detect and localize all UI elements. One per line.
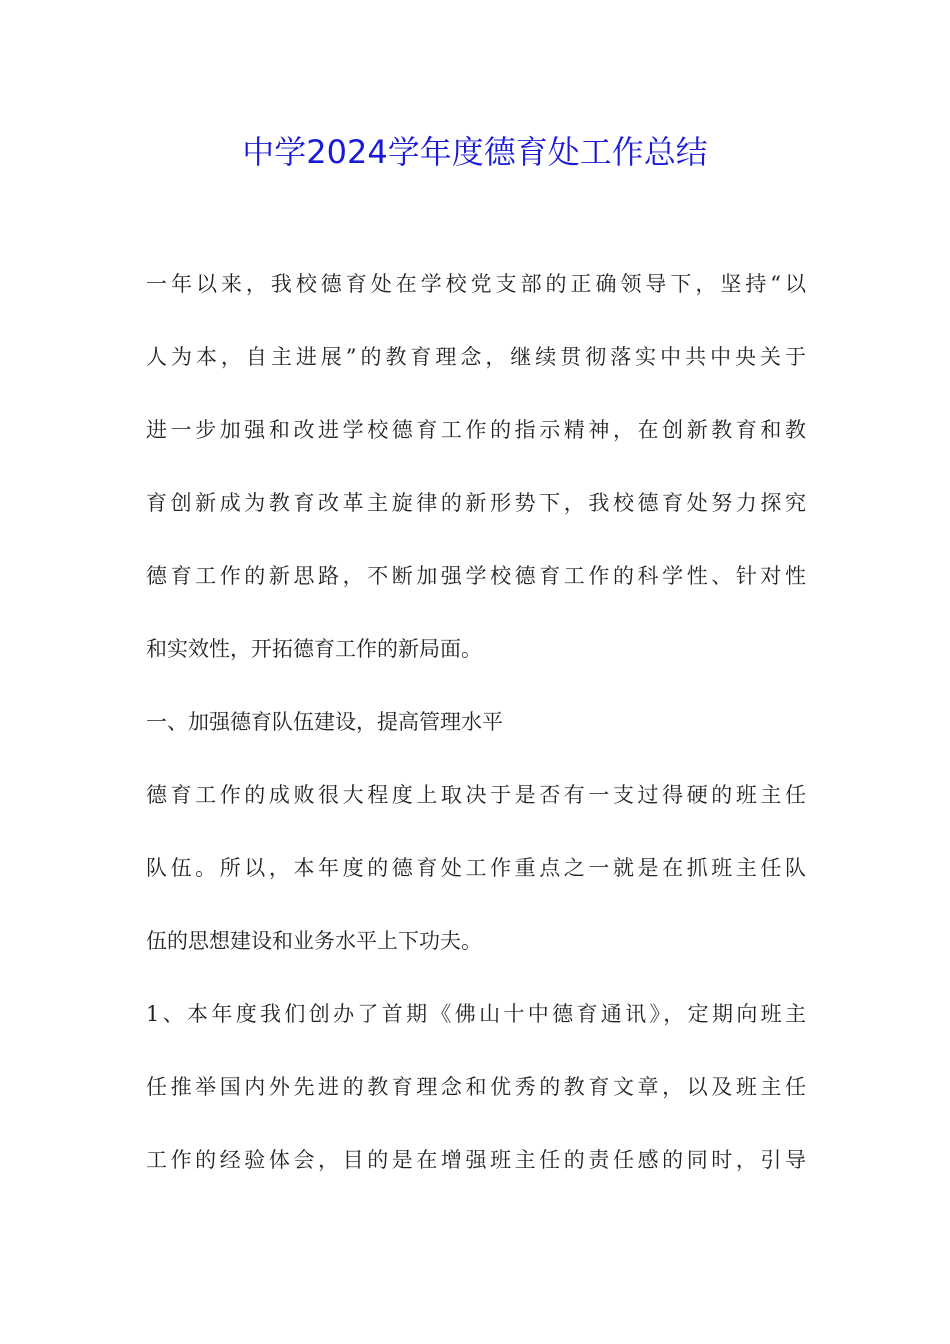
paragraph-line: 一年以来，我校德育处在学校党支部的正确领导下，坚持“以 — [146, 272, 806, 296]
document-body — [146, 264, 806, 1213]
paragraph-line: 德育工作的成败很大程度上取决于是否有一支过得硬的班主任 — [146, 783, 806, 807]
paragraph-line: 进一步加强和改进学校德育工作的指示精神，在创新教育和教 — [146, 418, 806, 442]
paragraph-line: 人为本，自主进展”的教育理念，继续贯彻落实中共中央关于 — [146, 345, 806, 369]
section-heading: 一、加强德育队伍建设，提高管理水平 — [146, 710, 503, 734]
paragraph-line: 工作的经验体会，目的是在增强班主任的责任感的同时，引导 — [146, 1148, 806, 1172]
paragraph-line: 育创新成为教育改革主旋律的新形势下，我校德育处努力探究 — [146, 491, 806, 515]
paragraph-line: 和实效性，开拓德育工作的新局面。 — [146, 637, 482, 661]
paragraph-line: 队伍。所以，本年度的德育处工作重点之一就是在抓班主任队 — [146, 856, 806, 880]
paragraph-line: 任推举国内外先进的教育理念和优秀的教育文章，以及班主任 — [146, 1075, 806, 1099]
paragraph-line: 1、本年度我们创办了首期《佛山十中德育通讯》，定期向班主 — [146, 1002, 806, 1026]
paragraph-line: 伍的思想建设和业务水平上下功夫。 — [146, 929, 482, 953]
document-title: 中学2024学年度德育处工作总结 — [242, 133, 708, 171]
paragraph-line: 德育工作的新思路，不断加强学校德育工作的科学性、针对性 — [146, 564, 806, 588]
